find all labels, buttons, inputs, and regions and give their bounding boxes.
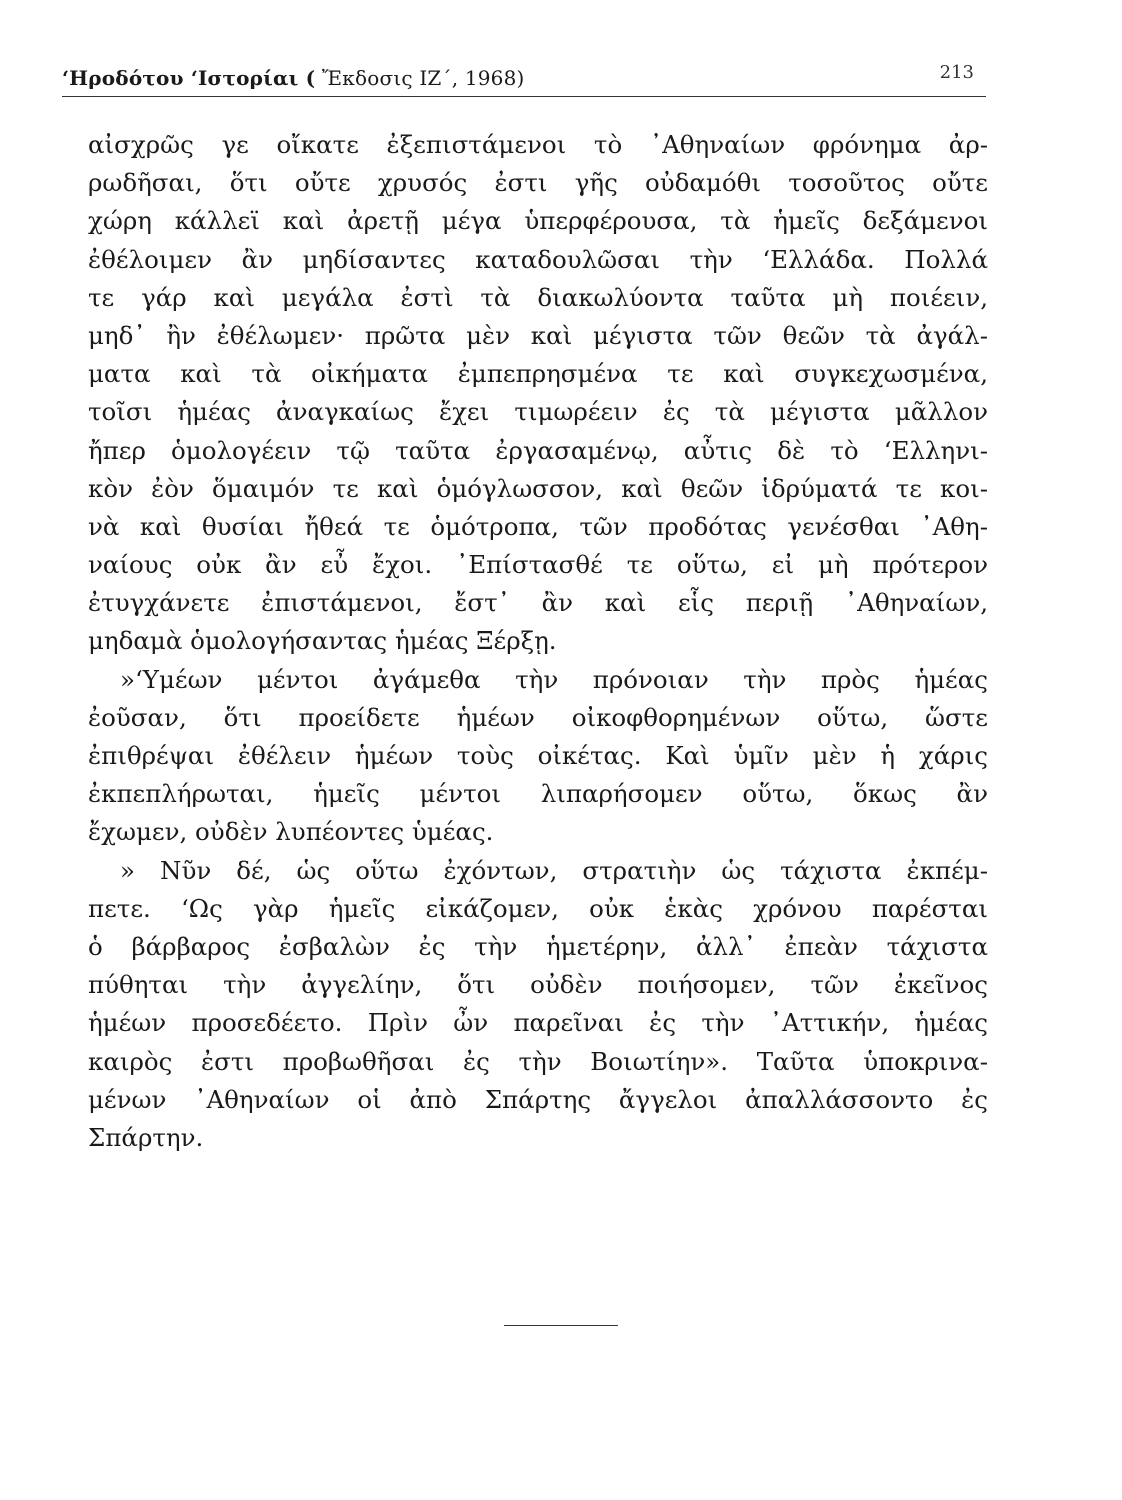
- text-line: Σπάρτην.: [88, 1122, 204, 1152]
- body-text: [88, 126, 988, 1157]
- text-line: ὁ βάρβαρος ἐσβαλὼν ἐς τὴν ἡμετέρην, ἀλλ᾿ ἐπεὰν τάχιστα: [88, 931, 988, 961]
- text-line: ἔχωμεν, οὐδὲν λυπέοντες ὑμέας.: [88, 817, 494, 847]
- text-line: ἐθέλοιμεν ἂν μηδίσαντες καταδουλῶσαι τὴν ‘Ελλάδα. Πολλά: [88, 244, 988, 274]
- text-line: ἡμέων προσεδέετο. Πρὶν ὦν παρεῖναι ἐς τὴν ᾿Αττικήν, ἡμέας: [88, 1008, 988, 1038]
- text-line: νὰ καὶ θυσίαι ἤθεά τε ὁμότροπα, τῶν προδότας γενέσθαι ᾿Αθη-: [88, 511, 988, 541]
- text-line: μηδαμὰ ὁμολογήσαντας ἡμέας Ξέρξῃ.: [88, 626, 557, 656]
- text-line: »‘Υμέων μέντοι ἀγάμεθα τὴν πρόνοιαν τὴν πρὸς ἡμέας: [120, 664, 988, 694]
- running-head: [62, 66, 525, 90]
- text-line: ρωδῆσαι, ὅτι οὔτε χρυσός ἐστι γῆς οὐδαμόθι τοσοῦτος οὔτε: [88, 168, 988, 198]
- text-line: ἐοῦσαν, ὅτι προείδετε ἡμέων οἰκοφθορημένων οὕτω, ὥστε: [88, 702, 988, 732]
- text-line: πύθηται τὴν ἀγγελίην, ὅτι οὐδὲν ποιήσομεν, τῶν ἐκεῖνος: [88, 970, 988, 1000]
- text-line: τοῖσι ἡμέας ἀναγκαίως ἔχει τιμωρέειν ἐς τὰ μέγιστα μᾶλλον: [88, 397, 988, 427]
- text-line: ἐτυγχάνετε ἐπιστάμενοι, ἔστ᾿ ἂν καὶ εἷς περιῇ ᾿Αθηναίων,: [88, 588, 988, 618]
- closing-rule: [504, 1325, 618, 1326]
- text-line: μηδ᾿ ἢν ἐθέλωμεν· πρῶτα μὲν καὶ μέγιστα τῶν θεῶν τὰ ἀγάλ-: [88, 320, 988, 350]
- text-line: μένων ᾿Αθηναίων οἱ ἀπὸ Σπάρτης ἄγγελοι ἀπαλλάσσοντο ἐς: [88, 1084, 988, 1114]
- text-line: ἐπιθρέψαι ἐθέλειν ἡμέων τοὺς οἰκέτας. Καὶ ὑμῖν μὲν ἡ χάρις: [88, 741, 988, 770]
- text-line: ναίους οὐκ ἂν εὖ ἔχοι. ᾿Επίστασθέ τε οὕτω, εἰ μὴ πρότερον: [88, 550, 988, 580]
- text-line: πετε. ‘Ως γὰρ ἡμεῖς εἰκάζομεν, οὐκ ἑκὰς χρόνου παρέσται: [88, 893, 988, 923]
- running-head-title: ‘Ηροδότου ‘Ιστορίαι (: [62, 66, 316, 90]
- text-line: καιρὸς ἐστι προβωθῆσαι ἐς τὴν Βοιωτίην». Ταῦτα ὑποκρινα-: [88, 1046, 988, 1076]
- text-line: κὸν ἐὸν ὅμαιμόν τε καὶ ὁμόγλωσσον, καὶ θεῶν ἱδρύματά τε κοι-: [88, 473, 988, 503]
- text-line: χώρη κάλλεϊ καὶ ἀρετῇ μέγα ὑπερφέρουσα, τὰ ἡμεῖς δεξάμενοι: [88, 206, 988, 236]
- text-line: » Νῦν δέ, ὡς οὕτω ἐχόντων, στρατιὴν ὡς τάχιστα ἐκπέμ-: [120, 855, 988, 885]
- text-line: ἐκπεπλήρωται, ἡμεῖς μέντοι λιπαρήσομεν οὕτω, ὅκως ἂν: [88, 779, 988, 809]
- running-head-edition: Ἔκδοσις ΙΖ΄, 1968): [315, 66, 525, 90]
- page-number: 213: [939, 62, 974, 83]
- text-line: τε γάρ καὶ μεγάλα ἐστὶ τὰ διακωλύοντα ταῦτα μὴ ποιέειν,: [88, 282, 988, 312]
- page-header: [62, 60, 986, 97]
- text-line: αἰσχρῶς γε οἴκατε ἐξεπιστάμενοι τὸ ᾿Αθηναίων φρόνημα ἀρ-: [88, 130, 988, 159]
- text-line: ἤπερ ὁμολογέειν τῷ ταῦτα ἐργασαμένῳ, αὖτις δὲ τὸ ‘Ελληνι-: [88, 435, 988, 465]
- text-line: ματα καὶ τὰ οἰκήματα ἐμπεπρησμένα τε καὶ συγκεχωσμένα,: [88, 359, 988, 389]
